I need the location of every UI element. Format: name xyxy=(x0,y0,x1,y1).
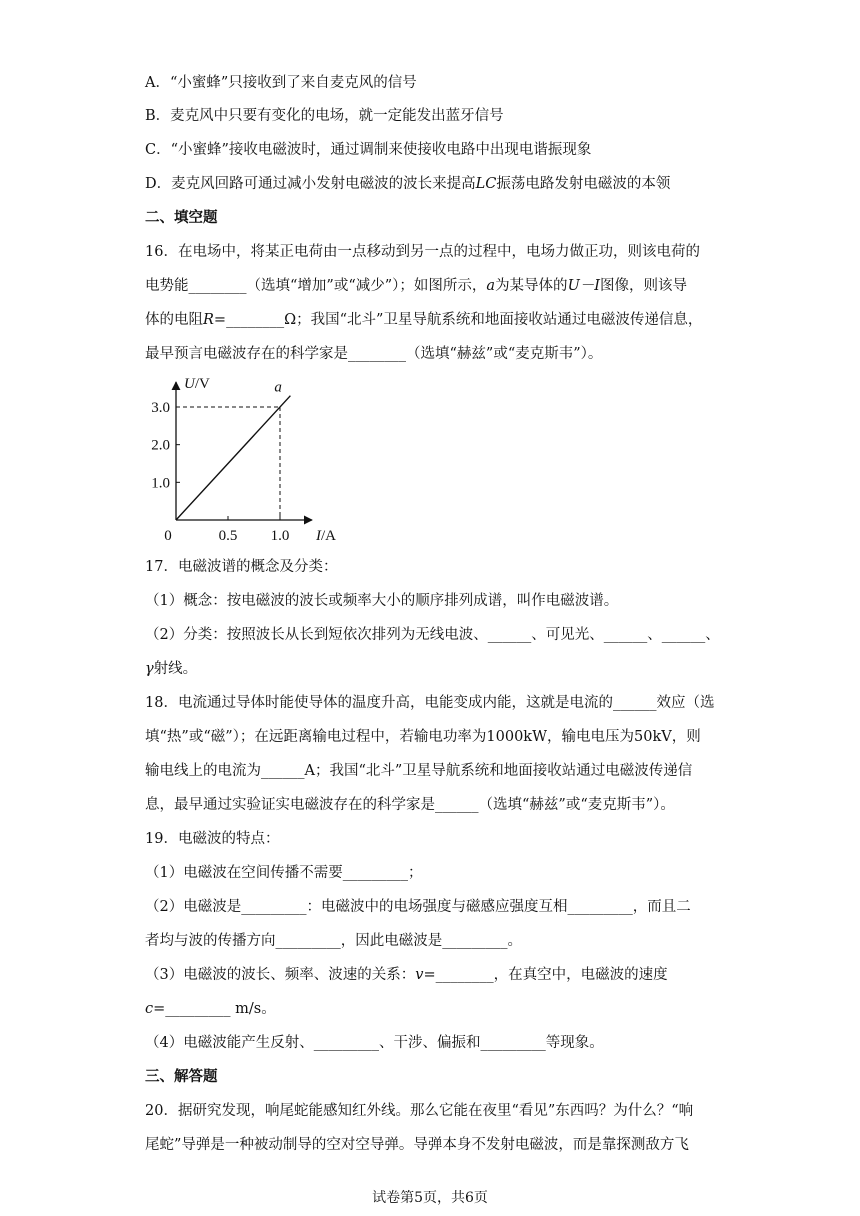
q19-line-3: （2）电磁波是_________：电磁波中的电场强度与磁感应强度互相_________，而且二 xyxy=(145,899,691,915)
q19-text: =________，在真空中，电磁波的速度 xyxy=(423,967,668,983)
u-i-graph xyxy=(140,372,360,547)
x-axis-unit: /A xyxy=(321,528,336,544)
q18-line-3: 输电线上的电流为______A；我国“北斗”卫星导航系统和地面接收站通过电磁波传递信 xyxy=(145,763,693,779)
q15-option-d-text: D．麦克风回路可通过减小发射电磁波的波长来提高 xyxy=(145,176,476,192)
q19-text: （3）电磁波的波长、频率、波速的关系： xyxy=(145,967,416,983)
origin-label: 0 xyxy=(164,528,172,544)
q15-option-d-text-end: 振荡电路发射电磁波的本领 xyxy=(496,176,671,192)
y-axis-label xyxy=(184,376,210,392)
section-3-title: 三、解答题 xyxy=(145,1068,218,1085)
q17-line-2: （1）概念：按电磁波的波长或频率大小的顺序排列成谱，叫作电磁波谱。 xyxy=(145,593,619,609)
symbol-u-i: U－I xyxy=(567,278,601,294)
q17-line-3: （2）分类：按照波长从长到短依次排列为无线电波、______、可见光、______、______、 xyxy=(145,627,720,643)
q17-line-4 xyxy=(145,659,197,679)
q18-line-2: 填“热”或“磁”）；在远距离输电过程中，若输电功率为1000kW，输电电压为50kV，则 xyxy=(145,729,701,745)
q18-line-4: 息，最早通过实验证实电磁波存在的科学家是______（选填“赫兹”或“麦克斯韦”）。 xyxy=(145,797,675,813)
q15-option-c: C．“小蜜蜂”接收电磁波时，通过调制来使接收电路中出现电谐振现象 xyxy=(145,142,592,158)
q16-line-2 xyxy=(145,276,687,296)
q19-line-1: 19．电磁波的特点： xyxy=(145,831,280,847)
q19-line-2: （1）电磁波在空间传播不需要_________； xyxy=(145,865,423,881)
q16-text: 电势能________（选填“增加”或“减少”）；如图所示， xyxy=(145,278,487,294)
series-a-label: a xyxy=(274,379,282,396)
x-axis-var: I xyxy=(316,528,321,544)
q19-text: =_________ m/s。 xyxy=(153,1001,276,1017)
q19-line-4: 者均与波的传播方向_________，因此电磁波是_________。 xyxy=(145,933,522,949)
x-tick-label: 1.0 xyxy=(270,528,290,544)
y-axis-var: U xyxy=(184,376,195,392)
q16-text: 体的电阻 xyxy=(145,312,203,328)
q19-line-5 xyxy=(145,965,668,985)
q20-line-2: 尾蛇”导弹是一种被动制导的空对空导弹。导弹本身不发射电磁波，而是靠探测敌方飞 xyxy=(145,1137,689,1153)
q17-text: 射线。 xyxy=(153,661,198,677)
lc-symbol: LC xyxy=(475,176,497,192)
q16-text: 为某导体的 xyxy=(495,278,568,294)
q15-option-d xyxy=(145,174,670,194)
q16-text: 图像，则该导 xyxy=(600,278,688,294)
q20-line-1: 20．据研究发现，响尾蛇能感知红外线。那么它能在夜里“看见”东西吗？为什么？“响 xyxy=(145,1103,694,1119)
series-a-line xyxy=(176,396,290,520)
q19-line-6 xyxy=(145,999,276,1019)
q16-line-4: 最早预言电磁波存在的科学家是________（选填“赫兹”或“麦克斯韦”）。 xyxy=(145,346,603,362)
section-2-title: 二、填空题 xyxy=(145,209,218,226)
q16-line-1: 16．在电场中，将某正电荷由一点移动到另一点的过程中，电场力做正功，则该电荷的 xyxy=(145,244,700,260)
symbol-r: R xyxy=(203,312,214,328)
q18-line-1: 18．电流通过导体时能使导体的温度升高，电能变成内能，这就是电流的______效应（选 xyxy=(145,695,715,711)
q19-line-7: （4）电磁波能产生反射、_________、干涉、偏振和_________等现象。 xyxy=(145,1035,604,1051)
q15-option-a: A．“小蜜蜂”只接收到了来自麦克风的信号 xyxy=(145,75,417,91)
x-axis-label xyxy=(315,528,336,544)
q17-line-1: 17．电磁波谱的概念及分类： xyxy=(145,559,338,575)
y-tick-label: 2.0 xyxy=(151,437,170,454)
page-footer: 试卷第5页，共6页 xyxy=(372,1190,488,1206)
y-tick-label: 1.0 xyxy=(151,475,170,492)
y-tick-label: 3.0 xyxy=(151,400,170,416)
gamma-symbol: γ xyxy=(145,661,154,677)
q16-text: =________Ω；我国“北斗”卫星导航系统和地面接收站通过电磁波传递信息， xyxy=(213,312,703,328)
x-tick-label: 0.5 xyxy=(218,528,238,544)
symbol-c: c xyxy=(145,1001,154,1017)
q15-option-b: B．麦克风中只要有变化的电场，就一定能发出蓝牙信号 xyxy=(145,108,504,124)
symbol-a: a xyxy=(486,278,496,294)
q16-line-3 xyxy=(145,310,702,330)
symbol-v: v xyxy=(415,967,424,983)
y-axis-unit: /V xyxy=(194,376,210,392)
